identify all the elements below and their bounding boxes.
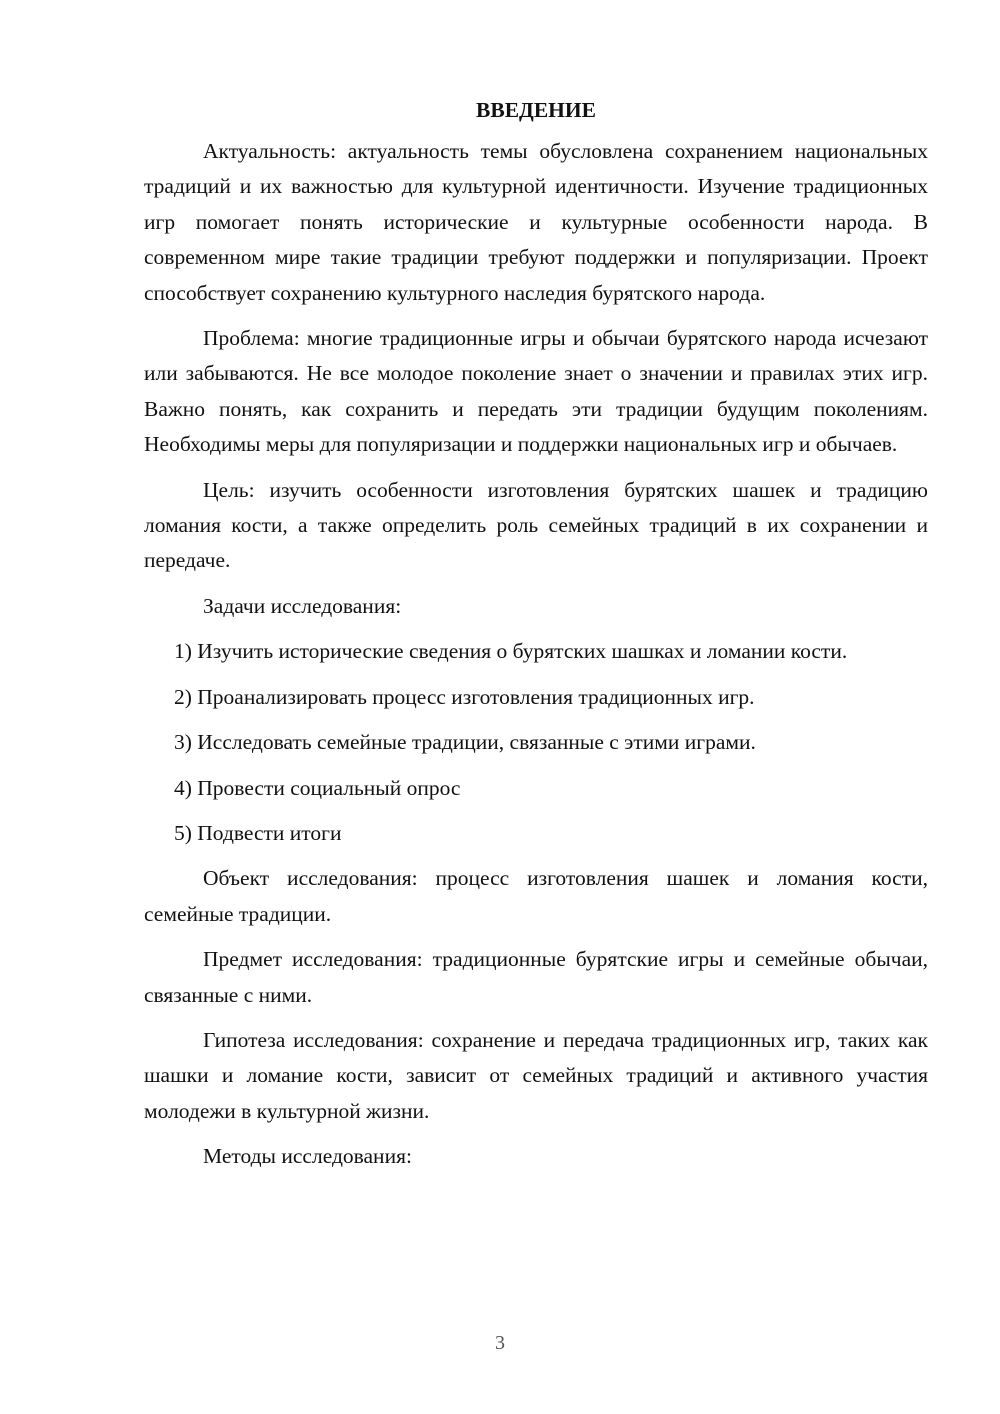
page-content	[144, 92, 928, 1185]
page-title: ВВЕДЕНИЕ	[476, 98, 596, 122]
tasks-heading: Задачи исследования:	[203, 593, 402, 618]
relevance-paragraph: Актуальность: актуальность темы обусловлена сохранением национальных традиций и их важностью для культурной идентичности. Изучение традиционных игр помогает понять исторические и культурные особенности народа. В современном мире такие традиции требуют поддержки и популяризации. Проект способствует сохранению культурного наследия бурятского народа.	[144, 139, 928, 305]
page-number: 3	[495, 1332, 505, 1354]
problem-paragraph: Проблема: многие традиционные игры и обычаи бурятского народа исчезают или забываются. Не все молодое поколение знает о значении и правилах этих игр. Важно понять, как сохранить и передать эти традиции будущим поколениям. Необходимы меры для популяризации и поддержки национальных игр и обычаев.	[144, 326, 928, 457]
hypothesis-paragraph: Гипотеза исследования: сохранение и передача традиционных игр, таких как шашки и ломание кости, зависит от семейных традиций и активного участия молодежи в культурной жизни.	[144, 1027, 928, 1123]
task-item-2: 2) Проанализировать процесс изготовления традиционных игр.	[174, 684, 755, 709]
task-item-4: 4) Провести социальный опрос	[174, 775, 461, 800]
task-item-3: 3) Исследовать семейные традиции, связанные с этими играми.	[174, 730, 756, 755]
task-item-1: 1) Изучить исторические сведения о бурятских шашках и ломании кости.	[174, 639, 848, 664]
methods-heading: Методы исследования:	[203, 1144, 412, 1169]
task-item-5: 5) Подвести итоги	[174, 820, 342, 845]
subject-paragraph: Предмет исследования: традиционные бурятские игры и семейные обычаи, связанные с ними.	[144, 947, 928, 1007]
goal-paragraph: Цель: изучить особенности изготовления бурятских шашек и традицию ломания кости, а также определить роль семейных традиций в их сохранении и передаче.	[144, 477, 928, 573]
object-paragraph: Объект исследования: процесс изготовления шашек и ломания кости, семейные традиции.	[144, 866, 928, 926]
